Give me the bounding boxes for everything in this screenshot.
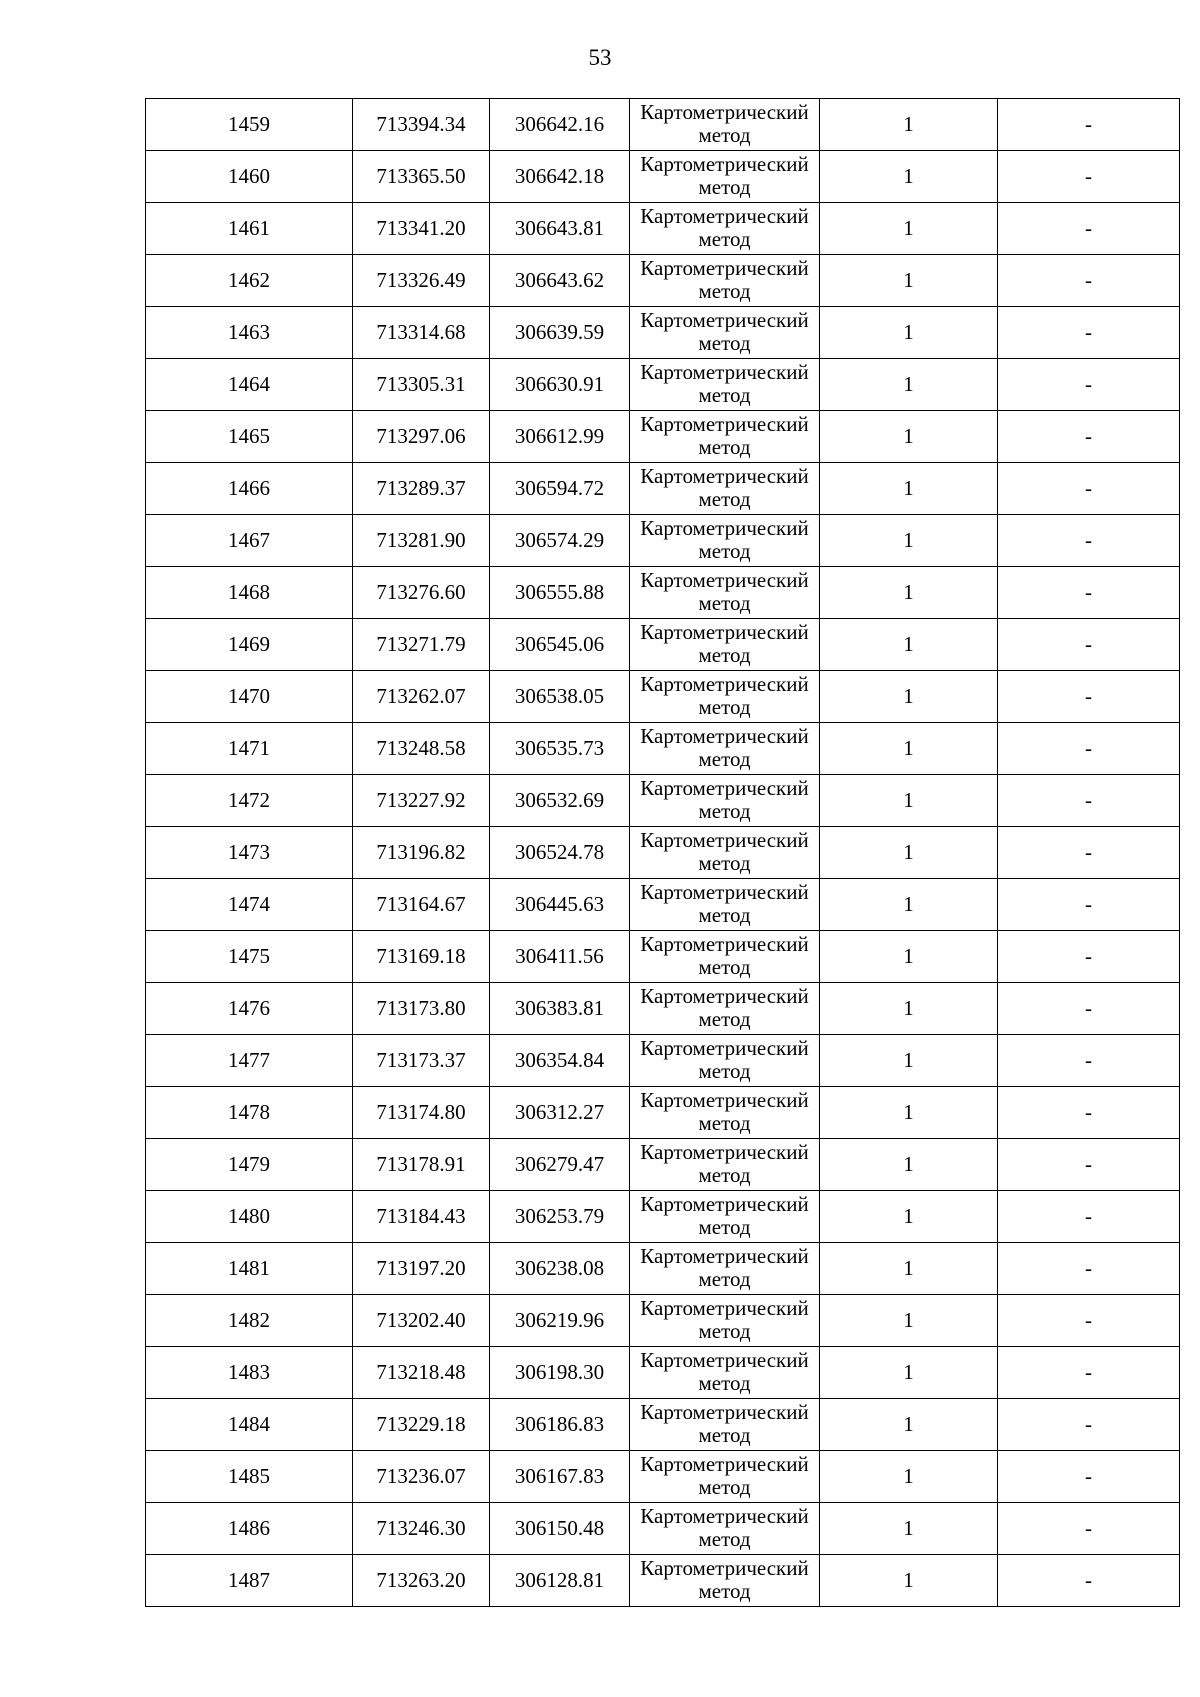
method-label-line2: метод	[698, 1579, 751, 1603]
y-coordinate-cell: 306612.99	[490, 411, 630, 463]
method-label-line1: Картометрический	[640, 724, 809, 748]
method-cell	[630, 827, 820, 879]
method-label-line2: метод	[698, 1319, 751, 1343]
x-coordinate-cell: 713197.20	[353, 1243, 490, 1295]
point-number-cell: 1459	[146, 99, 353, 151]
y-coordinate-cell: 306383.81	[490, 983, 630, 1035]
description-cell: -	[998, 1139, 1180, 1191]
table-row	[146, 1451, 1180, 1503]
method-label-line1: Картометрический	[640, 204, 809, 228]
description-cell: -	[998, 203, 1180, 255]
description-cell: -	[998, 1243, 1180, 1295]
y-coordinate-cell: 306411.56	[490, 931, 630, 983]
x-coordinate-cell: 713341.20	[353, 203, 490, 255]
point-number-cell: 1483	[146, 1347, 353, 1399]
x-coordinate-cell: 713236.07	[353, 1451, 490, 1503]
table-row	[146, 827, 1180, 879]
x-coordinate-cell: 713314.68	[353, 307, 490, 359]
point-number-cell: 1461	[146, 203, 353, 255]
y-coordinate-cell: 306312.27	[490, 1087, 630, 1139]
method-label-line1: Картометрический	[640, 1556, 809, 1580]
method-label-line1: Картометрический	[640, 152, 809, 176]
method-cell	[630, 983, 820, 1035]
y-coordinate-cell: 306630.91	[490, 359, 630, 411]
table-row	[146, 931, 1180, 983]
description-cell: -	[998, 1087, 1180, 1139]
point-number-cell: 1466	[146, 463, 353, 515]
method-label-line2: метод	[698, 227, 751, 251]
method-label-line2: метод	[698, 123, 751, 147]
description-cell: -	[998, 619, 1180, 671]
method-label-line2: метод	[698, 1527, 751, 1551]
y-coordinate-cell: 306354.84	[490, 1035, 630, 1087]
accuracy-cell: 1	[820, 931, 998, 983]
x-coordinate-cell: 713229.18	[353, 1399, 490, 1451]
method-label-line1: Картометрический	[640, 1348, 809, 1372]
method-label-line2: метод	[698, 955, 751, 979]
description-cell: -	[998, 983, 1180, 1035]
x-coordinate-cell: 713196.82	[353, 827, 490, 879]
accuracy-cell: 1	[820, 671, 998, 723]
x-coordinate-cell: 713326.49	[353, 255, 490, 307]
method-cell	[630, 515, 820, 567]
point-number-cell: 1463	[146, 307, 353, 359]
method-label-line2: метод	[698, 279, 751, 303]
description-cell: -	[998, 1035, 1180, 1087]
point-number-cell: 1485	[146, 1451, 353, 1503]
accuracy-cell: 1	[820, 983, 998, 1035]
point-number-cell: 1460	[146, 151, 353, 203]
table-row	[146, 1295, 1180, 1347]
description-cell: -	[998, 723, 1180, 775]
table-row	[146, 203, 1180, 255]
description-cell: -	[998, 1451, 1180, 1503]
point-number-cell: 1475	[146, 931, 353, 983]
y-coordinate-cell: 306524.78	[490, 827, 630, 879]
point-number-cell: 1480	[146, 1191, 353, 1243]
x-coordinate-cell: 713276.60	[353, 567, 490, 619]
point-number-cell: 1465	[146, 411, 353, 463]
description-cell: -	[998, 411, 1180, 463]
description-cell: -	[998, 879, 1180, 931]
description-cell: -	[998, 827, 1180, 879]
point-number-cell: 1468	[146, 567, 353, 619]
method-label-line2: метод	[698, 1423, 751, 1447]
description-cell: -	[998, 671, 1180, 723]
method-cell	[630, 671, 820, 723]
point-number-cell: 1467	[146, 515, 353, 567]
table-row	[146, 255, 1180, 307]
description-cell: -	[998, 931, 1180, 983]
method-cell	[630, 1191, 820, 1243]
method-label-line2: метод	[698, 695, 751, 719]
description-cell: -	[998, 255, 1180, 307]
table-row	[146, 463, 1180, 515]
method-label-line2: метод	[698, 435, 751, 459]
method-label-line1: Картометрический	[640, 1400, 809, 1424]
method-label-line2: метод	[698, 539, 751, 563]
x-coordinate-cell: 713365.50	[353, 151, 490, 203]
method-cell	[630, 1555, 820, 1607]
point-number-cell: 1471	[146, 723, 353, 775]
method-label-line1: Картометрический	[640, 568, 809, 592]
method-cell	[630, 203, 820, 255]
accuracy-cell: 1	[820, 1087, 998, 1139]
y-coordinate-cell: 306279.47	[490, 1139, 630, 1191]
x-coordinate-cell: 713394.34	[353, 99, 490, 151]
accuracy-cell: 1	[820, 255, 998, 307]
method-cell	[630, 1243, 820, 1295]
method-label-line2: метод	[698, 175, 751, 199]
table-row	[146, 1139, 1180, 1191]
accuracy-cell: 1	[820, 1243, 998, 1295]
accuracy-cell: 1	[820, 359, 998, 411]
accuracy-cell: 1	[820, 515, 998, 567]
table-row	[146, 515, 1180, 567]
method-cell	[630, 775, 820, 827]
method-cell	[630, 1087, 820, 1139]
description-cell: -	[998, 99, 1180, 151]
method-cell	[630, 463, 820, 515]
method-label-line1: Картометрический	[640, 828, 809, 852]
method-label-line2: метод	[698, 643, 751, 667]
y-coordinate-cell: 306642.18	[490, 151, 630, 203]
method-cell	[630, 307, 820, 359]
description-cell: -	[998, 463, 1180, 515]
method-label-line2: метод	[698, 1371, 751, 1395]
y-coordinate-cell: 306538.05	[490, 671, 630, 723]
description-cell: -	[998, 1191, 1180, 1243]
method-label-line2: метод	[698, 383, 751, 407]
x-coordinate-cell: 713289.37	[353, 463, 490, 515]
x-coordinate-cell: 713262.07	[353, 671, 490, 723]
accuracy-cell: 1	[820, 411, 998, 463]
method-label-line1: Картометрический	[640, 1504, 809, 1528]
method-label-line2: метод	[698, 799, 751, 823]
method-label-line2: метод	[698, 1475, 751, 1499]
x-coordinate-cell: 713281.90	[353, 515, 490, 567]
table-row	[146, 359, 1180, 411]
method-label-line1: Картометрический	[640, 464, 809, 488]
accuracy-cell: 1	[820, 1295, 998, 1347]
description-cell: -	[998, 151, 1180, 203]
table-row	[146, 411, 1180, 463]
y-coordinate-cell: 306198.30	[490, 1347, 630, 1399]
point-number-cell: 1462	[146, 255, 353, 307]
description-cell: -	[998, 1555, 1180, 1607]
y-coordinate-cell: 306167.83	[490, 1451, 630, 1503]
x-coordinate-cell: 713173.37	[353, 1035, 490, 1087]
accuracy-cell: 1	[820, 1503, 998, 1555]
description-cell: -	[998, 515, 1180, 567]
method-cell	[630, 879, 820, 931]
accuracy-cell: 1	[820, 307, 998, 359]
method-cell	[630, 567, 820, 619]
method-label-line1: Картометрический	[640, 412, 809, 436]
x-coordinate-cell: 713173.80	[353, 983, 490, 1035]
accuracy-cell: 1	[820, 151, 998, 203]
method-label-line1: Картометрический	[640, 1452, 809, 1476]
accuracy-cell: 1	[820, 1399, 998, 1451]
method-label-line1: Картометрический	[640, 1140, 809, 1164]
method-label-line2: метод	[698, 747, 751, 771]
x-coordinate-cell: 713218.48	[353, 1347, 490, 1399]
table-body	[146, 99, 1180, 1607]
accuracy-cell: 1	[820, 1035, 998, 1087]
method-label-line1: Картометрический	[640, 256, 809, 280]
y-coordinate-cell: 306594.72	[490, 463, 630, 515]
method-cell	[630, 1347, 820, 1399]
page-number: 53	[588, 45, 612, 70]
method-label-line2: метод	[698, 1059, 751, 1083]
method-label-line1: Картометрический	[640, 308, 809, 332]
y-coordinate-cell: 306445.63	[490, 879, 630, 931]
method-cell	[630, 151, 820, 203]
method-label-line2: метод	[698, 1163, 751, 1187]
method-label-line2: метод	[698, 1007, 751, 1031]
method-label-line1: Картометрический	[640, 880, 809, 904]
accuracy-cell: 1	[820, 1451, 998, 1503]
description-cell: -	[998, 359, 1180, 411]
x-coordinate-cell: 713169.18	[353, 931, 490, 983]
method-label-line2: метод	[698, 903, 751, 927]
coordinates-table	[145, 98, 1180, 1607]
method-label-line1: Картометрический	[640, 1244, 809, 1268]
accuracy-cell: 1	[820, 99, 998, 151]
description-cell: -	[998, 1503, 1180, 1555]
method-label-line1: Картометрический	[640, 516, 809, 540]
y-coordinate-cell: 306535.73	[490, 723, 630, 775]
method-label-line1: Картометрический	[640, 100, 809, 124]
accuracy-cell: 1	[820, 619, 998, 671]
table-row	[146, 619, 1180, 671]
x-coordinate-cell: 713178.91	[353, 1139, 490, 1191]
method-label-line2: метод	[698, 851, 751, 875]
method-cell	[630, 1295, 820, 1347]
accuracy-cell: 1	[820, 1139, 998, 1191]
x-coordinate-cell: 713184.43	[353, 1191, 490, 1243]
table-row	[146, 775, 1180, 827]
table-row	[146, 1347, 1180, 1399]
method-cell	[630, 411, 820, 463]
table-row	[146, 1503, 1180, 1555]
table-row	[146, 1035, 1180, 1087]
x-coordinate-cell: 713164.67	[353, 879, 490, 931]
method-label-line2: метод	[698, 1267, 751, 1291]
method-cell	[630, 99, 820, 151]
y-coordinate-cell: 306639.59	[490, 307, 630, 359]
table-row	[146, 99, 1180, 151]
x-coordinate-cell: 713263.20	[353, 1555, 490, 1607]
point-number-cell: 1477	[146, 1035, 353, 1087]
accuracy-cell: 1	[820, 1191, 998, 1243]
point-number-cell: 1470	[146, 671, 353, 723]
accuracy-cell: 1	[820, 827, 998, 879]
point-number-cell: 1474	[146, 879, 353, 931]
y-coordinate-cell: 306643.62	[490, 255, 630, 307]
method-label-line2: метод	[698, 1215, 751, 1239]
point-number-cell: 1469	[146, 619, 353, 671]
x-coordinate-cell: 713297.06	[353, 411, 490, 463]
table-row	[146, 983, 1180, 1035]
y-coordinate-cell: 306219.96	[490, 1295, 630, 1347]
x-coordinate-cell: 713248.58	[353, 723, 490, 775]
method-cell	[630, 931, 820, 983]
method-label-line2: метод	[698, 331, 751, 355]
accuracy-cell: 1	[820, 1347, 998, 1399]
method-cell	[630, 1139, 820, 1191]
table-row	[146, 723, 1180, 775]
table-row	[146, 1087, 1180, 1139]
y-coordinate-cell: 306574.29	[490, 515, 630, 567]
x-coordinate-cell: 713246.30	[353, 1503, 490, 1555]
y-coordinate-cell: 306642.16	[490, 99, 630, 151]
point-number-cell: 1479	[146, 1139, 353, 1191]
method-cell	[630, 1503, 820, 1555]
accuracy-cell: 1	[820, 203, 998, 255]
table-row	[146, 879, 1180, 931]
x-coordinate-cell: 713305.31	[353, 359, 490, 411]
point-number-cell: 1482	[146, 1295, 353, 1347]
point-number-cell: 1481	[146, 1243, 353, 1295]
y-coordinate-cell: 306532.69	[490, 775, 630, 827]
method-cell	[630, 1399, 820, 1451]
method-label-line2: метод	[698, 1111, 751, 1135]
method-label-line2: метод	[698, 487, 751, 511]
point-number-cell: 1464	[146, 359, 353, 411]
table-row	[146, 307, 1180, 359]
accuracy-cell: 1	[820, 567, 998, 619]
method-label-line2: метод	[698, 591, 751, 615]
point-number-cell: 1487	[146, 1555, 353, 1607]
table-row	[146, 567, 1180, 619]
point-number-cell: 1472	[146, 775, 353, 827]
method-label-line1: Картометрический	[640, 620, 809, 644]
method-label-line1: Картометрический	[640, 984, 809, 1008]
y-coordinate-cell: 306643.81	[490, 203, 630, 255]
table-row	[146, 671, 1180, 723]
method-cell	[630, 255, 820, 307]
table-row	[146, 1399, 1180, 1451]
method-cell	[630, 619, 820, 671]
method-label-line1: Картометрический	[640, 776, 809, 800]
table-row	[146, 1191, 1180, 1243]
table-row	[146, 1243, 1180, 1295]
method-cell	[630, 1451, 820, 1503]
description-cell: -	[998, 1295, 1180, 1347]
table-row	[146, 151, 1180, 203]
method-cell	[630, 1035, 820, 1087]
description-cell: -	[998, 567, 1180, 619]
y-coordinate-cell: 306238.08	[490, 1243, 630, 1295]
table-row	[146, 1555, 1180, 1607]
x-coordinate-cell: 713202.40	[353, 1295, 490, 1347]
method-label-line1: Картометрический	[640, 1192, 809, 1216]
y-coordinate-cell: 306186.83	[490, 1399, 630, 1451]
method-label-line1: Картометрический	[640, 932, 809, 956]
description-cell: -	[998, 1347, 1180, 1399]
accuracy-cell: 1	[820, 879, 998, 931]
y-coordinate-cell: 306545.06	[490, 619, 630, 671]
point-number-cell: 1478	[146, 1087, 353, 1139]
x-coordinate-cell: 713227.92	[353, 775, 490, 827]
y-coordinate-cell: 306128.81	[490, 1555, 630, 1607]
y-coordinate-cell: 306253.79	[490, 1191, 630, 1243]
accuracy-cell: 1	[820, 463, 998, 515]
x-coordinate-cell: 713174.80	[353, 1087, 490, 1139]
description-cell: -	[998, 775, 1180, 827]
accuracy-cell: 1	[820, 1555, 998, 1607]
method-label-line1: Картометрический	[640, 1036, 809, 1060]
accuracy-cell: 1	[820, 723, 998, 775]
description-cell: -	[998, 307, 1180, 359]
method-label-line1: Картометрический	[640, 672, 809, 696]
point-number-cell: 1484	[146, 1399, 353, 1451]
x-coordinate-cell: 713271.79	[353, 619, 490, 671]
description-cell: -	[998, 1399, 1180, 1451]
method-cell	[630, 359, 820, 411]
point-number-cell: 1473	[146, 827, 353, 879]
point-number-cell: 1476	[146, 983, 353, 1035]
method-label-line1: Картометрический	[640, 360, 809, 384]
accuracy-cell: 1	[820, 775, 998, 827]
point-number-cell: 1486	[146, 1503, 353, 1555]
method-label-line1: Картометрический	[640, 1088, 809, 1112]
y-coordinate-cell: 306555.88	[490, 567, 630, 619]
method-cell	[630, 723, 820, 775]
y-coordinate-cell: 306150.48	[490, 1503, 630, 1555]
method-label-line1: Картометрический	[640, 1296, 809, 1320]
